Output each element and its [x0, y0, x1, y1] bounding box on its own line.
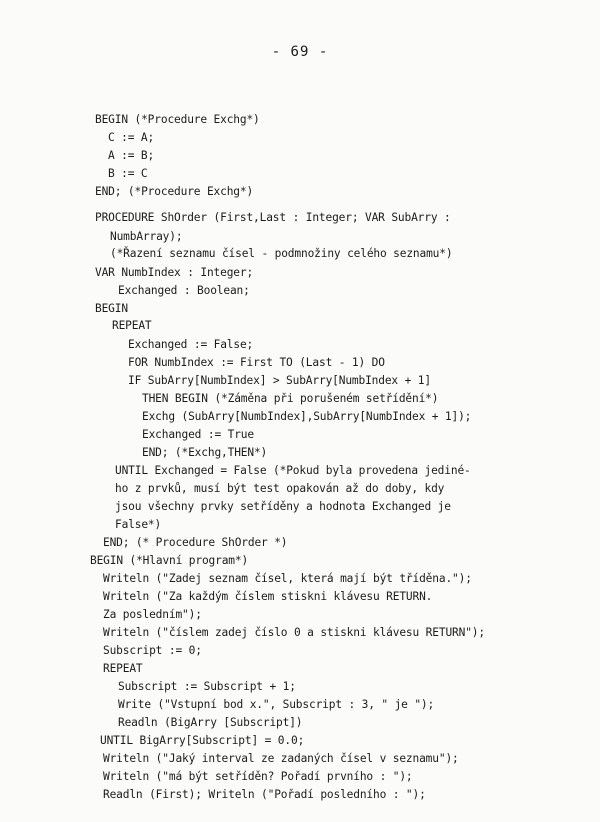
code-line: ho z prvků, musí být test opakován až do doby, kdy	[115, 482, 445, 495]
code-line: REPEAT	[112, 319, 152, 332]
code-line: Readln (BigArry [Subscript])	[118, 716, 303, 729]
code-line: Writeln ("číslem zadej číslo 0 a stiskni klávesu RETURN");	[103, 626, 485, 639]
code-line: THEN BEGIN (*Záměna při porušeném setřídění*)	[142, 392, 439, 405]
code-line: END; (* Procedure ShOrder *)	[103, 536, 288, 549]
code-line: NumbArray);	[110, 230, 183, 243]
code-line: VAR NumbIndex : Integer;	[95, 266, 254, 279]
code-line: UNTIL Exchanged = False (*Pokud byla provedena jediné-	[115, 464, 471, 477]
code-line: B := C	[108, 167, 148, 180]
code-line: Writeln ("má být setříděn? Pořadí prvního : ");	[103, 770, 413, 783]
page-number: - 69 -	[271, 44, 329, 60]
code-line: Exchanged := False;	[128, 338, 254, 351]
code-line: BEGIN (*Hlavní program*)	[90, 554, 249, 567]
code-line: BEGIN (*Procedure Exchg*)	[95, 113, 260, 126]
code-line: Writeln ("Jaký interval ze zadaných čísel v seznamu");	[103, 752, 459, 765]
code-line: END; (*Procedure Exchg*)	[95, 185, 254, 198]
code-line: Write ("Vstupní bod x.", Subscript : 3, " je ");	[118, 698, 435, 711]
code-line: PROCEDURE ShOrder (First,Last : Integer; VAR SubArry :	[95, 211, 451, 224]
code-line: Writeln ("Zadej seznam čísel, která mají být tříděna.");	[103, 572, 472, 585]
code-line: BEGIN	[95, 302, 128, 315]
code-line: Exchg (SubArry[NumbIndex],SubArry[NumbIndex + 1]);	[142, 410, 472, 423]
code-line: Exchanged : Boolean;	[118, 284, 250, 297]
code-line: jsou všechny prvky setříděny a hodnota Exchanged je	[115, 500, 451, 513]
code-line: Subscript := Subscript + 1;	[118, 680, 296, 693]
code-line: Writeln ("Za každým číslem stiskni klávesu RETURN.	[103, 590, 433, 603]
code-line: C := A;	[108, 131, 155, 144]
code-line: Subscript := 0;	[103, 644, 202, 657]
code-line: False*)	[115, 518, 162, 531]
code-line: A := B;	[108, 149, 155, 162]
code-line: UNTIL BigArry[Subscript] = 0.0;	[100, 734, 305, 747]
code-line: (*Řazení seznamu čísel - podmnožiny celého seznamu*)	[110, 247, 453, 260]
code-line: Exchanged := True	[142, 428, 254, 441]
code-line: END; (*Exchg,THEN*)	[142, 446, 268, 459]
code-line: Za posledním");	[103, 608, 202, 621]
code-line: Readln (First); Writeln ("Pořadí posledního : ");	[103, 788, 426, 801]
code-line: FOR NumbIndex := First TO (Last - 1) DO	[128, 356, 385, 369]
code-line: IF SubArry[NumbIndex] > SubArry[NumbIndex + 1]	[128, 374, 431, 387]
code-line: REPEAT	[103, 662, 143, 675]
